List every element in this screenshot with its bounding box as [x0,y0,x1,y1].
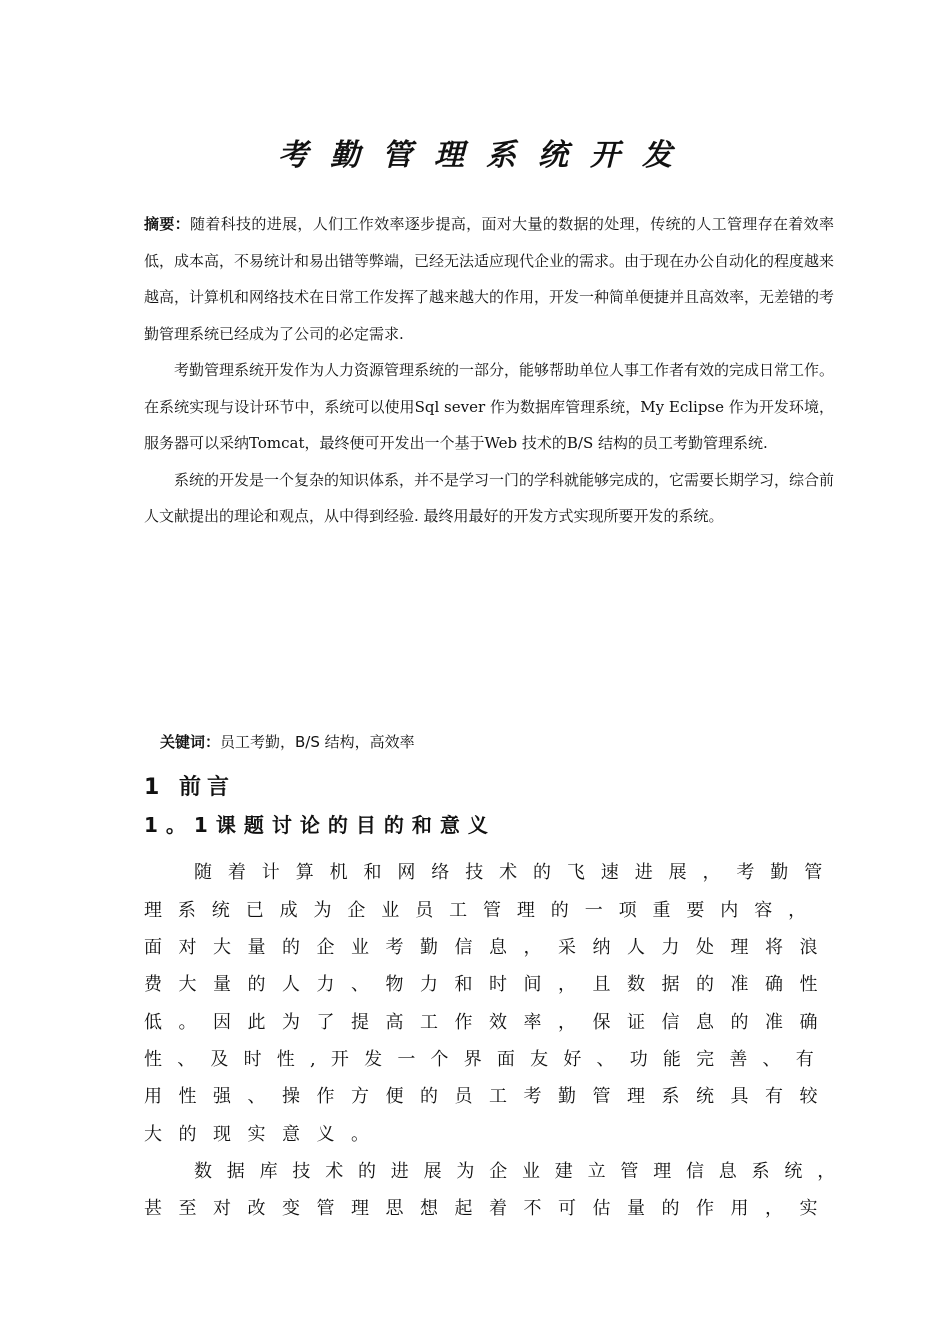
body-line-8: 大的现实意义。 [144,1124,386,1145]
subsection-heading: 1。1课题讨论的目的和意义 [144,813,496,837]
body-line-7: 用性强、操作方便的员工考勤管理系统具有较 [144,1086,834,1107]
abstract-section [144,206,834,535]
abstract-label: 摘要： [144,215,191,233]
document-title: 考勤管理系统开发 [278,138,694,173]
body-line-3: 面对大量的企业考勤信息，采纳人力处理将浪 [144,937,834,958]
body-line-2: 理系统已成为企业员工管理的一项重要内容， [144,900,822,921]
abstract-paragraph-3: 系统的开发是一个复杂的知识体系，并不是学习一门的学科就能够完成的，它需要长期学习，综合前人文献提出的理论和观点，从中得到经验. 最终用最好的开发方式实现所要开发的系统。 [144,470,835,525]
keywords-line [160,728,415,756]
body-line-5: 低。因此为了提高工作效率，保证信息的准确 [144,1012,834,1033]
body-line-9: 数据库技术的进展为企业建立管理信息系统， [194,1161,850,1182]
section-heading: 1 前言 [144,775,235,800]
abstract-paragraph-2: 考勤管理系统开发作为人力资源管理系统的一部分，能够帮助单位人事工作者有效的完成日常工作。在系统实现与设计环节中，系统可以使用Sql sever 作为数据库管理系统，My Eclipse 作为开发环境，服务器可以采纳Tomcat，最终便可开发出一个基于Web 技术的B/S 结构的员工考勤管理系统. [144,361,835,452]
body-line-6: 性、及时性,开发一个界面友好、功能完善、有 [144,1049,829,1070]
abstract-paragraph-1 [144,206,834,352]
abstract-text-1: 随着科技的进展，人们工作效率逐步提高，面对大量的数据的处理，传统的人工管理存在着效率低，成本高，不易统计和易出错等弊端，已经无法适应现代企业的需求。由于现在办公自动化的程度越来越高，计算机和网络技术在日常工作发挥了越来越大的作用，开发一种简单便捷并且高效率，无差错的考勤管理系统已经成为了公司的必定需求. [144,215,835,343]
body-line-4: 费大量的人力、物力和时间，且数据的准确性 [144,974,834,995]
keywords-value: 员工考勤，B/S 结构，高效率 [220,733,415,751]
body-line-10: 甚至对改变管理思想起着不可估量的作用，实 [144,1198,834,1219]
keywords-label: 关键词： [160,733,221,751]
body-line-1: 随着计算机和网络技术的飞速进展，考勤管 [194,862,839,883]
